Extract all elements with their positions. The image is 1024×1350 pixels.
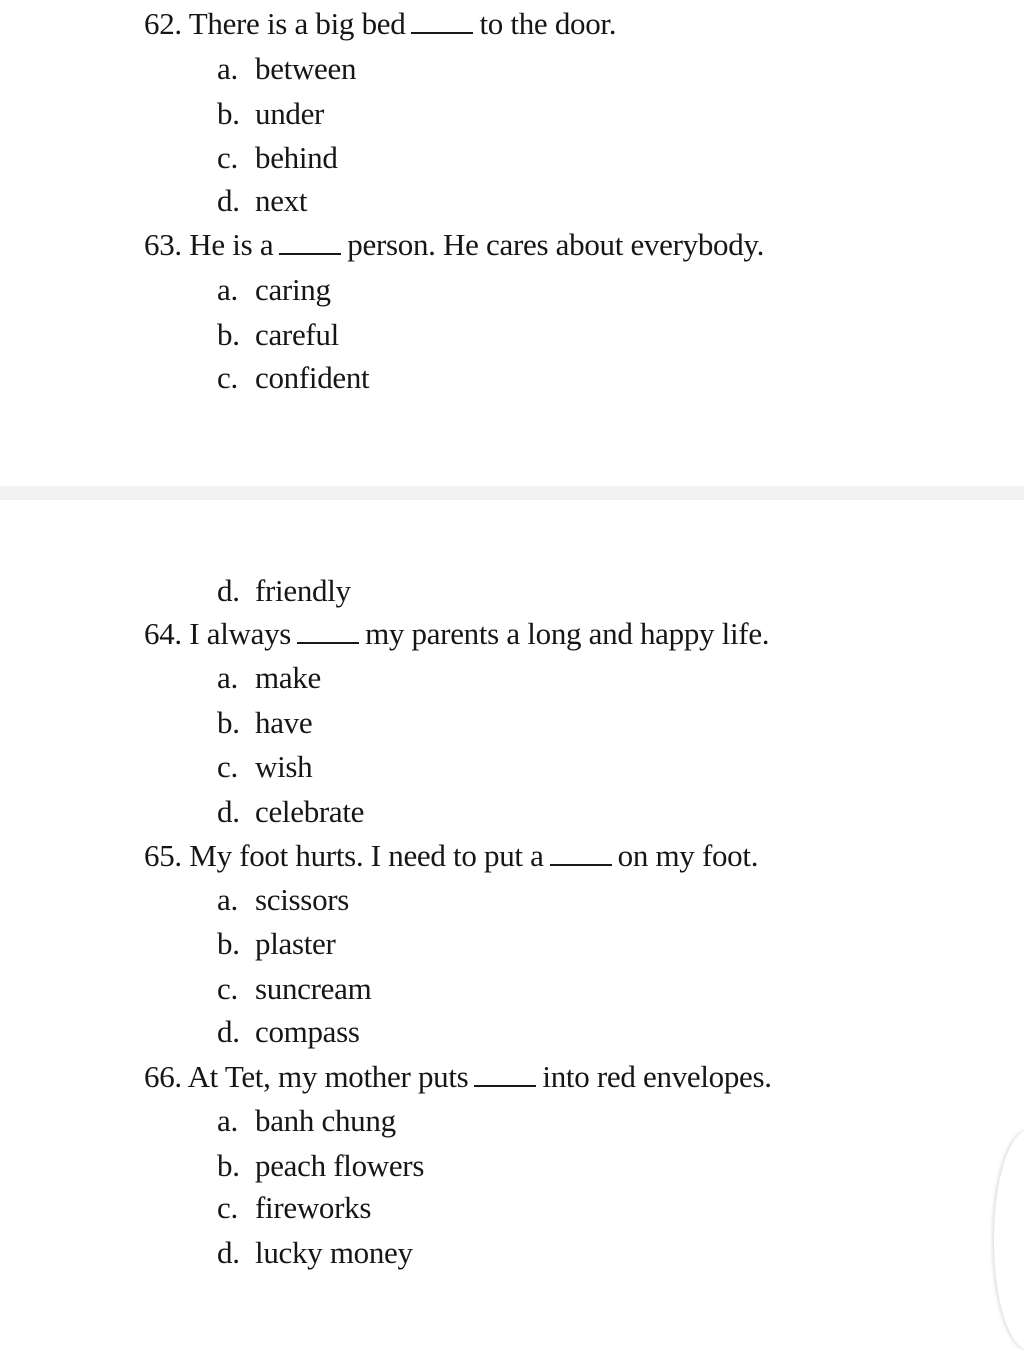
option-text: wish (255, 749, 313, 784)
option-63-b (217, 317, 339, 353)
option-65-b (217, 926, 336, 962)
answer-blank (411, 8, 473, 34)
answer-blank (550, 840, 612, 866)
option-letter: a. (217, 1103, 238, 1138)
question-text-before: 65. My foot hurts. I need to put a (144, 838, 544, 873)
option-63-c (217, 360, 369, 396)
option-62-d (217, 183, 307, 219)
option-63-a (217, 272, 331, 308)
question-text-after: on my foot. (617, 838, 759, 873)
question-65 (144, 838, 758, 874)
option-text: friendly (255, 573, 351, 608)
option-62-a (217, 51, 356, 87)
option-letter: a. (217, 272, 238, 307)
option-64-a (217, 660, 321, 696)
answer-blank (279, 229, 341, 255)
option-letter: d. (217, 1235, 240, 1270)
question-text-before: 63. He is a (144, 227, 274, 262)
option-letter: c. (217, 140, 238, 175)
page-curl-edge (994, 1130, 1024, 1350)
option-text: scissors (255, 882, 350, 917)
option-letter: c. (217, 360, 238, 395)
option-65-a (217, 882, 349, 918)
option-letter: d. (217, 183, 240, 218)
question-text-after: into red envelopes. (542, 1059, 772, 1094)
option-text: banh chung (255, 1103, 396, 1138)
page-break-divider (0, 486, 1024, 500)
question-text-after: person. He cares about everybody. (347, 227, 765, 262)
question-text-before: 66. At Tet, my mother puts (144, 1059, 469, 1094)
option-text: fireworks (255, 1190, 372, 1225)
option-letter: d. (217, 573, 240, 608)
option-text: plaster (255, 926, 336, 961)
question-66 (144, 1059, 772, 1095)
option-65-d (217, 1014, 360, 1050)
question-text-before: 62. There is a big bed (144, 6, 406, 41)
option-text: between (255, 51, 357, 86)
option-text: behind (255, 140, 338, 175)
option-65-c (217, 971, 371, 1007)
question-text-after: to the door. (479, 6, 617, 41)
option-letter: b. (217, 96, 240, 131)
option-letter: c. (217, 971, 238, 1006)
question-63 (144, 227, 764, 263)
question-text-before: 64. I always (144, 616, 292, 651)
option-64-b (217, 705, 312, 741)
option-letter: d. (217, 794, 240, 829)
option-letter: a. (217, 51, 238, 86)
option-letter: a. (217, 660, 238, 695)
option-text: suncream (255, 971, 372, 1006)
option-66-b (217, 1148, 424, 1184)
answer-blank (474, 1061, 536, 1087)
answer-blank (297, 618, 359, 644)
option-letter: c. (217, 749, 238, 784)
option-text: compass (255, 1014, 360, 1049)
option-letter: c. (217, 1190, 238, 1225)
option-text: make (255, 660, 321, 695)
option-letter: b. (217, 926, 240, 961)
option-62-c (217, 140, 338, 176)
option-text: have (255, 705, 313, 740)
option-text: lucky money (255, 1235, 413, 1270)
option-text: peach flowers (255, 1148, 425, 1183)
question-text-after: my parents a long and happy life. (365, 616, 770, 651)
option-letter: b. (217, 317, 240, 352)
option-64-c (217, 749, 312, 785)
option-text: celebrate (255, 794, 365, 829)
option-text: confident (255, 360, 370, 395)
option-text: under (255, 96, 325, 131)
question-64 (144, 616, 769, 652)
question-62 (144, 6, 616, 42)
option-letter: d. (217, 1014, 240, 1049)
option-text: careful (255, 317, 339, 352)
option-64-d (217, 794, 364, 830)
option-letter: a. (217, 882, 238, 917)
option-letter: b. (217, 705, 240, 740)
option-63-d (217, 573, 351, 609)
option-66-a (217, 1103, 396, 1139)
option-66-d (217, 1235, 413, 1271)
option-66-c (217, 1190, 371, 1226)
option-text: next (255, 183, 308, 218)
option-text: caring (255, 272, 331, 307)
option-62-b (217, 96, 324, 132)
option-letter: b. (217, 1148, 240, 1183)
